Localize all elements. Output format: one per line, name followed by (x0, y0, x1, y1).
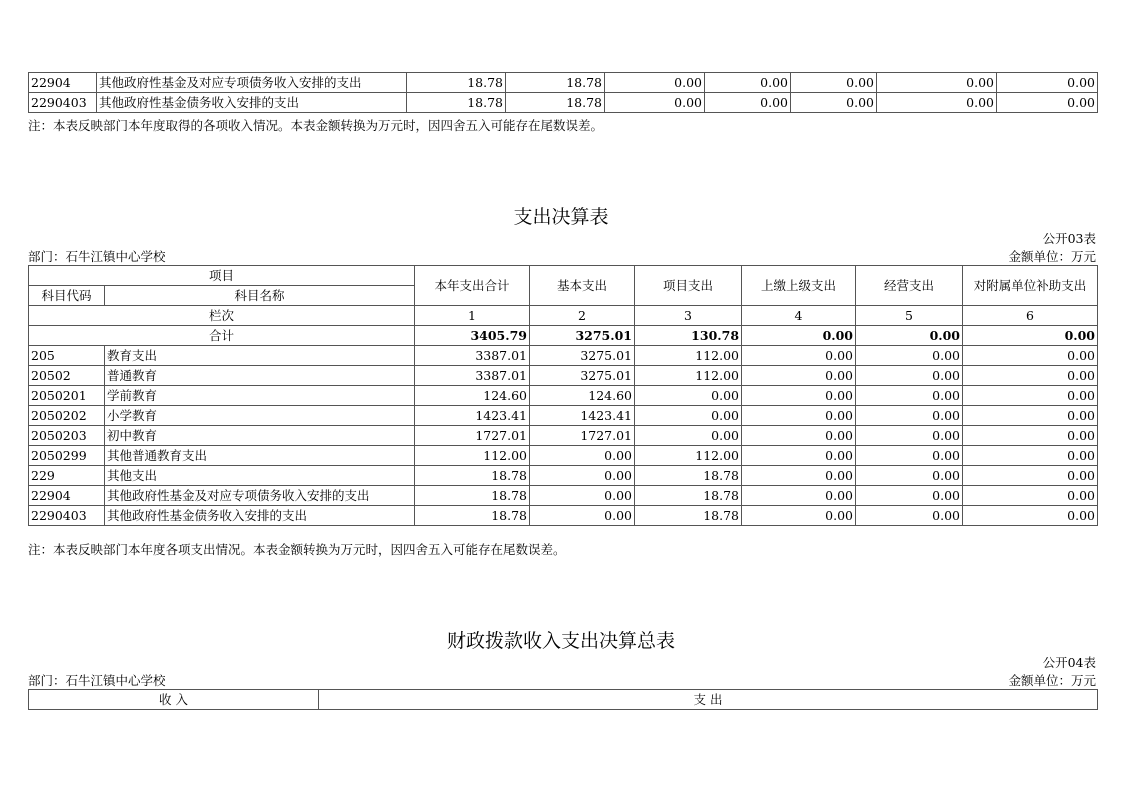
expense-table-number: 公开03表 (1042, 231, 1096, 246)
table-row (29, 93, 1098, 113)
col-num: 5 (856, 306, 963, 326)
subject-name: 其他政府性基金债务收入安排的支出 (97, 93, 407, 113)
amount-cell: 1423.41 (415, 406, 530, 426)
amount-cell: 0.00 (963, 486, 1098, 506)
amount-cell: 0.00 (856, 486, 963, 506)
table-row (29, 486, 1098, 506)
amount-cell: 0.00 (963, 406, 1098, 426)
col-num: 4 (742, 306, 856, 326)
amount-cell: 0.00 (742, 426, 856, 446)
amount-cell: 0.00 (877, 73, 997, 93)
amount-cell: 18.78 (415, 486, 530, 506)
total-amount: 3275.01 (530, 326, 635, 346)
amount-cell: 0.00 (963, 386, 1098, 406)
total-amount: 0.00 (963, 326, 1098, 346)
amount-cell: 3387.01 (415, 366, 530, 386)
amount-cell: 3275.01 (530, 346, 635, 366)
header-expense: 支 出 (319, 690, 1098, 710)
fiscal-table-number: 公开04表 (1042, 655, 1096, 670)
header-col-remit: 上缴上级支出 (742, 266, 856, 306)
amount-cell: 0.00 (705, 73, 791, 93)
amount-cell: 3275.01 (530, 366, 635, 386)
header-income: 收 入 (29, 690, 319, 710)
amount-cell: 0.00 (963, 346, 1098, 366)
subject-name: 其他政府性基金及对应专项债务收入安排的支出 (105, 486, 415, 506)
subject-name: 其他支出 (105, 466, 415, 486)
fiscal-header-row (29, 690, 1098, 710)
amount-cell: 0.00 (530, 466, 635, 486)
amount-cell: 0.00 (856, 346, 963, 366)
header-item: 项目 (29, 266, 415, 286)
subject-name: 小学教育 (105, 406, 415, 426)
amount-cell: 112.00 (635, 346, 742, 366)
expense-unit: 金额单位：万元 (1008, 249, 1096, 264)
table-row (29, 366, 1098, 386)
subject-name: 其他政府性基金及对应专项债务收入安排的支出 (97, 73, 407, 93)
subject-code: 2290403 (29, 506, 105, 526)
fiscal-unit: 金额单位：万元 (1008, 673, 1096, 688)
amount-cell: 0.00 (963, 506, 1098, 526)
expense-lanci-row (29, 306, 1098, 326)
amount-cell: 0.00 (635, 386, 742, 406)
header-col-total: 本年支出合计 (415, 266, 530, 306)
amount-cell: 18.78 (635, 486, 742, 506)
amount-cell: 0.00 (856, 386, 963, 406)
subject-code: 2050299 (29, 446, 105, 466)
header-code: 科目代码 (29, 286, 105, 306)
header-col-basic: 基本支出 (530, 266, 635, 306)
income-table-continuation (28, 72, 1098, 113)
subject-name: 其他政府性基金债务收入安排的支出 (105, 506, 415, 526)
amount-cell: 0.00 (742, 486, 856, 506)
table-row (29, 73, 1098, 93)
amount-cell: 18.78 (506, 73, 605, 93)
total-amount: 0.00 (856, 326, 963, 346)
expense-table-note: 注：本表反映部门本年度各项支出情况。本表金额转换为万元时，因四舍五入可能存在尾数误差。 (28, 542, 566, 557)
amount-cell: 0.00 (742, 386, 856, 406)
total-label: 合计 (29, 326, 415, 346)
subject-code: 20502 (29, 366, 105, 386)
subject-name: 初中教育 (105, 426, 415, 446)
table-row (29, 386, 1098, 406)
amount-cell: 0.00 (997, 93, 1098, 113)
amount-cell: 0.00 (856, 506, 963, 526)
amount-cell: 18.78 (407, 93, 506, 113)
amount-cell: 0.00 (963, 366, 1098, 386)
fiscal-table-title: 财政拨款收入支出决算总表 (446, 630, 675, 652)
amount-cell: 0.00 (856, 466, 963, 486)
col-num: 6 (963, 306, 1098, 326)
amount-cell: 0.00 (877, 93, 997, 113)
amount-cell: 0.00 (963, 446, 1098, 466)
amount-cell: 0.00 (635, 426, 742, 446)
header-name: 科目名称 (105, 286, 415, 306)
expense-header-row-1 (29, 266, 1098, 286)
amount-cell: 18.78 (635, 466, 742, 486)
amount-cell: 1423.41 (530, 406, 635, 426)
total-row (29, 326, 1098, 346)
amount-cell: 0.00 (742, 366, 856, 386)
amount-cell: 112.00 (415, 446, 530, 466)
header-col-project: 项目支出 (635, 266, 742, 306)
amount-cell: 0.00 (963, 426, 1098, 446)
subject-code: 205 (29, 346, 105, 366)
expense-table (28, 265, 1098, 526)
subject-code: 2050202 (29, 406, 105, 426)
col-num: 1 (415, 306, 530, 326)
subject-name: 学前教育 (105, 386, 415, 406)
amount-cell: 0.00 (742, 506, 856, 526)
amount-cell: 0.00 (997, 73, 1098, 93)
header-lanci: 栏次 (29, 306, 415, 326)
table-row (29, 426, 1098, 446)
amount-cell: 0.00 (605, 93, 705, 113)
income-table-note: 注：本表反映部门本年度取得的各项收入情况。本表金额转换为万元时，因四舍五入可能存在尾数误差。 (28, 118, 604, 133)
amount-cell: 18.78 (407, 73, 506, 93)
amount-cell: 3387.01 (415, 346, 530, 366)
subject-code: 22904 (29, 486, 105, 506)
header-col-operating: 经营支出 (856, 266, 963, 306)
subject-name: 普通教育 (105, 366, 415, 386)
amount-cell: 0.00 (530, 486, 635, 506)
table-row (29, 466, 1098, 486)
amount-cell: 0.00 (605, 73, 705, 93)
amount-cell: 0.00 (963, 466, 1098, 486)
amount-cell: 0.00 (742, 406, 856, 426)
amount-cell: 112.00 (635, 366, 742, 386)
amount-cell: 18.78 (506, 93, 605, 113)
amount-cell: 0.00 (742, 346, 856, 366)
total-amount: 130.78 (635, 326, 742, 346)
table-row (29, 406, 1098, 426)
expense-department: 部门：石牛江镇中心学校 (28, 249, 166, 264)
expense-table-title: 支出决算表 (513, 206, 609, 228)
amount-cell: 124.60 (530, 386, 635, 406)
subject-name: 教育支出 (105, 346, 415, 366)
amount-cell: 0.00 (791, 93, 877, 113)
subject-code: 2050203 (29, 426, 105, 446)
amount-cell: 0.00 (856, 446, 963, 466)
amount-cell: 0.00 (791, 73, 877, 93)
fiscal-department: 部门：石牛江镇中心学校 (28, 673, 166, 688)
col-num: 3 (635, 306, 742, 326)
subject-code: 22904 (29, 73, 97, 93)
header-col-subsidy: 对附属单位补助支出 (963, 266, 1098, 306)
amount-cell: 112.00 (635, 446, 742, 466)
amount-cell: 0.00 (856, 426, 963, 446)
col-num: 2 (530, 306, 635, 326)
amount-cell: 18.78 (415, 466, 530, 486)
amount-cell: 0.00 (530, 506, 635, 526)
amount-cell: 0.00 (856, 366, 963, 386)
total-amount: 0.00 (742, 326, 856, 346)
amount-cell: 18.78 (415, 506, 530, 526)
amount-cell: 1727.01 (530, 426, 635, 446)
amount-cell: 18.78 (635, 506, 742, 526)
amount-cell: 0.00 (742, 446, 856, 466)
amount-cell: 1727.01 (415, 426, 530, 446)
fiscal-summary-table (28, 689, 1098, 710)
total-amount: 3405.79 (415, 326, 530, 346)
amount-cell: 0.00 (856, 406, 963, 426)
subject-code: 229 (29, 466, 105, 486)
amount-cell: 0.00 (530, 446, 635, 466)
subject-code: 2050201 (29, 386, 105, 406)
table-row (29, 346, 1098, 366)
subject-name: 其他普通教育支出 (105, 446, 415, 466)
table-row (29, 446, 1098, 466)
amount-cell: 124.60 (415, 386, 530, 406)
amount-cell: 0.00 (705, 93, 791, 113)
table-row (29, 506, 1098, 526)
amount-cell: 0.00 (635, 406, 742, 426)
amount-cell: 0.00 (742, 466, 856, 486)
subject-code: 2290403 (29, 93, 97, 113)
